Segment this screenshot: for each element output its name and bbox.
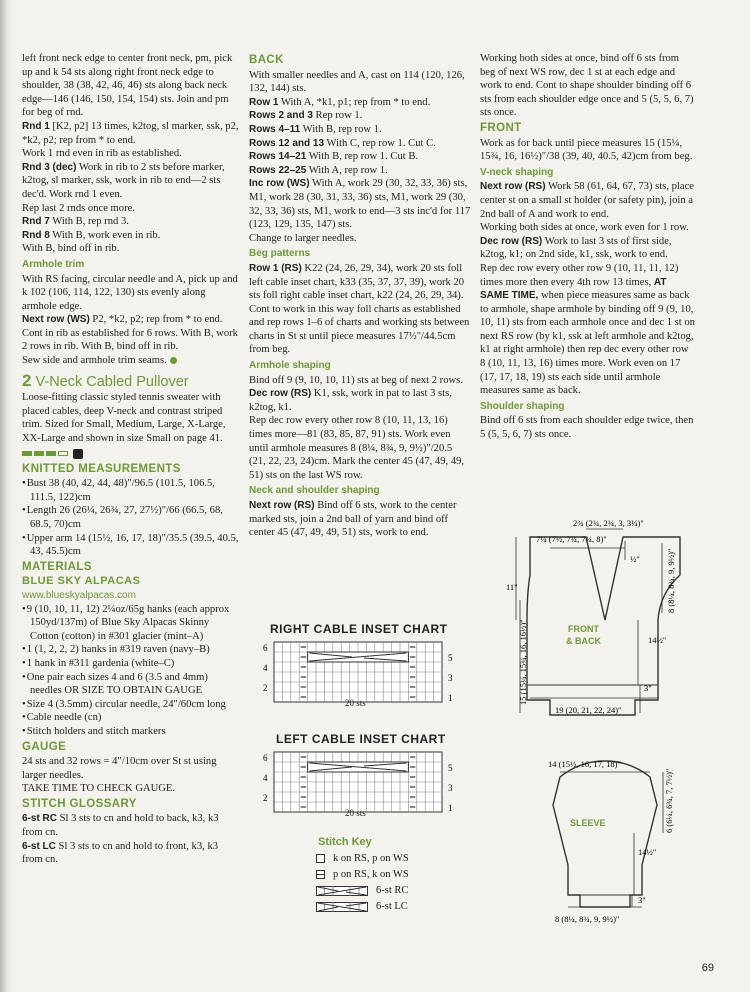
list-item: • 1 hank in #311 gardenia (white–C) (22, 657, 240, 671)
armhole-trim-text: With RS facing, circular needle and A, pick up and k 102 (106, 114, 122, 130) sts evenly along armhole edge. (22, 273, 238, 312)
rnd8-instruction: Rnd 8 With B, work even in rib. (22, 229, 161, 241)
skill-level-icon (22, 449, 240, 459)
row-label: 3 (448, 783, 453, 793)
key-label: k on RS, p on WS (333, 853, 409, 864)
gauge-check: TAKE TIME TO CHECK GAUGE. (22, 783, 176, 795)
dim-length: 15 (15¼, 15¾, 16, 16½)" (518, 619, 528, 705)
sponsor-url[interactable]: www.blueskyalpacas.com (22, 589, 136, 601)
row-instruction: Rows 2 and 3 Rep row 1. (249, 110, 363, 122)
list-item: • Cable needle (cn) (22, 711, 240, 725)
key-item-knit (316, 853, 409, 864)
column-2 (249, 52, 471, 540)
pattern-title: 2 V-Neck Cabled Pullover (22, 370, 189, 390)
sleeve-outline (553, 761, 657, 907)
col3-intro: Working both sides at once, bind off 6 sts from beg of next WS row, dec 1 st at each edge and work to end. Cont to shape shoulder binding off 6 sts from each shoulder edge once and 5 (5, 5, 6, 7) sts once. (480, 53, 694, 119)
knit-symbol-icon (316, 854, 325, 863)
row-instruction: Rows 14–21 With B, rep row 1. Cut B. (249, 151, 419, 163)
key-label: p on RS, k on WS (333, 869, 409, 880)
key-item-lc (316, 901, 408, 912)
row-instruction: Rows 4–11 With B, rep row 1. (249, 123, 382, 135)
right-cross-cable-icon (316, 886, 368, 896)
dec-continue: Rep dec row every other row 8 (10, 11, 13, 16) times more—81 (83, 85, 87, 91) sts. Work even until armhole measures 8 (8¼, 8¾, 9, 9½)"/20.5 (21, 22, 23, 24)cm. Mark the center 45 (47, 49, 49, 51) sts on the last WS row. (249, 415, 465, 481)
shoulder-shaping-heading: Shoulder shaping (480, 400, 565, 412)
front-back-outline (527, 537, 680, 715)
dim-width: 19 (20, 21, 22, 24)" (555, 705, 622, 715)
right-chart-width: 20 sts (345, 698, 366, 708)
beg-row-instruction: Row 1 (RS) K22 (24, 26, 29, 34), work 20 sts foll left cable inset chart, k33 (35, 37, 37, 39), work 20 sts foll right cable inset chart, k22 (24, 26, 29, 34). (249, 262, 465, 302)
row-label: 5 (448, 763, 453, 773)
row-instruction: Inc row (WS) With A, work 29 (30, 32, 33, 36) sts, M1, work 28 (30, 31, 33, 36) sts, M1, work 29 (30, 32, 33, 36) sts, M1, work to end—3 sts inc'd for 117 (123, 129, 135, 147) sts. (249, 178, 471, 231)
dim-trim: 3" (644, 683, 652, 693)
dim-cap: 6 (6¼, 6¾, 7, 7½)" (664, 768, 674, 833)
page-number: 69 (701, 962, 714, 974)
list-item: • Size 4 (3.5mm) circular needle, 24"/60cm long (22, 698, 240, 712)
left-chart-title: LEFT CABLE INSET CHART (276, 732, 446, 746)
front-dec-instruction: Dec row (RS) Work to last 3 sts of first side, k2tog, k1; on 2nd side, k1, ssk, work to end. (480, 235, 672, 261)
row-label: 4 (263, 773, 268, 783)
dim-armhole: 8 (8¼, 8¾, 9, 9½)" (666, 548, 676, 613)
back-intro: With smaller needles and A, cast on 114 (120, 126, 132, 144) sts. (249, 69, 465, 95)
glossary-heading: STITCH GLOSSARY (22, 797, 137, 810)
key-label: 6-st LC (376, 901, 408, 912)
left-cross-cable-icon (316, 902, 368, 912)
neck-shoulder-heading: Neck and shoulder shaping (249, 485, 380, 497)
vneck-both: Working both sides at once, work even for 1 row. (480, 222, 689, 234)
row-label: 1 (448, 803, 453, 813)
row-instruction: Rows 12 and 13 With C, rep row 1. Cut C. (249, 137, 436, 149)
dim-body: 14½" (648, 635, 667, 645)
column-1 (22, 52, 240, 867)
armhole-text: Bind off 9 (9, 10, 10, 11) sts at beg of next 2 rows. (249, 374, 463, 386)
neck-row-instruction: Next row (RS) Bind off 6 sts, work to the center marked sts, join a 2nd ball of yarn and bind off center 45 (47, 49, 49, 51) sts, work to end. (249, 500, 457, 539)
row-label: 2 (263, 793, 268, 803)
row-label: 6 (263, 753, 268, 763)
dim-neck-width: 7¼ (7½, 7¾, 7¾, 8)" (536, 534, 607, 544)
row-instruction: Row 1 With A, *k1, p1; rep from * to end. (249, 96, 431, 108)
armhole-shaping-heading: Armhole shaping (249, 360, 331, 372)
list-item: • Length 26 (26¼, 26¾, 27, 27½)"/66 (66.5, 68, 68.5, 70)cm (22, 504, 240, 531)
front-back-label: & BACK (566, 636, 601, 646)
sponsor-name: BLUE SKY ALPACAS (22, 575, 141, 588)
bindoff-text: With B, bind off in rib. (22, 243, 120, 255)
key-item-rc (316, 885, 408, 896)
row-label: 4 (263, 663, 268, 673)
materials-list (22, 603, 240, 739)
row-label: 5 (448, 653, 453, 663)
materials-heading: MATERIALS (22, 560, 92, 573)
gauge-text: 24 sts and 32 rows = 4"/10cm over St st using larger needles. (22, 756, 217, 781)
page-gutter-shadow (0, 0, 12, 992)
back-heading: BACK (249, 54, 284, 66)
beg-continue: Cont to work in this way foll charts as established and rep rows 1–6 of charts and working sts between charts in St st until piece measures 17½"/44.5cm from beg. (249, 303, 470, 356)
repeat-text: Rep last 2 rnds once more. (22, 202, 135, 214)
front-dec-repeat: Rep dec row every other row 9 (10, 11, 11, 12) times more then every 4th row 13 times, AT SAME TIME, when piece measures same as back to armhole, shape armhole by binding off 9 (9, 10, 10, 11) sts from each armhole once and dec 1 st on next RS row (by k1, ssk at left armhole and k2tog, k1 at right armhole) then rep dec every other row 8 (10, 11, 13, 16) times more. Work even on 17 (17, 17, 18, 19) sts each side until armhole measures same as back. (480, 262, 695, 397)
rnd3-instruction: Rnd 3 (dec) Work in rib to 2 sts before marker, k2tog, sl marker, ssk, work in rib to end—2 sts dec'd. Work rnd 1 even. (22, 161, 225, 200)
armhole-trim-heading: Armhole trim (22, 258, 85, 270)
vneck-row-instruction: Next row (RS) Work 58 (61, 64, 67, 73) sts, place center st on a small st holder (or safety pin), join a 2nd ball of A and work to end. (480, 181, 694, 220)
dim-cuff: 8 (8¼, 8¾, 9, 9½)" (555, 914, 620, 924)
list-item: • Stitch holders and stitch markers (22, 725, 240, 739)
dim-sleeve-length: 14½" (638, 847, 657, 857)
row-label: 2 (263, 683, 268, 693)
vneck-heading: V-neck shaping (480, 166, 554, 178)
list-item: • One pair each sizes 4 and 6 (3.5 and 4mm) needles OR SIZE TO OBTAIN GAUGE (22, 671, 240, 698)
row-label: 3 (448, 673, 453, 683)
right-chart-title: RIGHT CABLE INSET CHART (270, 622, 448, 636)
gauge-heading: GAUGE (22, 740, 67, 753)
key-label: 6-st RC (376, 885, 409, 896)
schematic-diagram (480, 515, 740, 955)
measurements-heading: KNITTED MEASUREMENTS (22, 462, 181, 475)
front-back-label: FRONT (568, 624, 599, 634)
sleeve-label: SLEEVE (570, 818, 606, 828)
list-item: • 1 (1, 2, 2, 2) hanks in #319 raven (navy–B) (22, 643, 240, 657)
stitch-key-title: Stitch Key (318, 836, 372, 848)
row-instruction: Rows 22–25 With A, rep row 1. (249, 164, 388, 176)
shoulder-text: Bind off 6 sts from each shoulder edge twice, then 5 (5, 5, 6, 7) sts once. (480, 415, 694, 441)
front-text: Work as for back until piece measures 15 (15¼, 15¾, 16, 16½)"/38 (39, 40, 40.5, 42)cm from beg. (480, 137, 693, 163)
dim-sleeve-top: 14 (15½, 16, 17, 18)" (548, 759, 621, 769)
row-label: 6 (263, 643, 268, 653)
dim-top-width: 2¾ (2¾, 2¾, 3, 3¼)" (573, 518, 644, 528)
column-3 (480, 52, 696, 442)
list-item: • Bust 38 (40, 42, 44, 48)"/96.5 (101.5, 106.5, 111.5, 122)cm (22, 477, 240, 504)
dim-neck-depth: 11" (506, 582, 518, 592)
end-marker-icon (170, 357, 177, 364)
left-chart-width: 20 sts (345, 808, 366, 818)
sew-text: Sew side and armhole trim seams. (22, 354, 240, 368)
pattern-description: Loose-fitting classic styled tennis sweater with placed cables, deep V-neck and contrast striped trim. Sized for Small, Medium, Large, X-Large, XX-Large and shown in size Small on page 41. (22, 392, 226, 445)
list-item: • 9 (10, 10, 11, 12) 2¼oz/65g hanks (each approx 150yd/137m) of Blue Sky Alpacas Skinny Cotton (cotton) in #301 glacier (mint–A) (22, 603, 240, 644)
dim-sleeve-trim: 3" (638, 895, 646, 905)
dec-row-instruction: Dec row (RS) K1, ssk, work in pat to last 3 sts, k2tog, k1. (249, 388, 452, 413)
next-row-instruction: Next row (WS) P2, *k2, p2; rep from * to end. Cont in rib as established for 6 rows. With B, work 2 rows in rib. With B, bind off in rib. (22, 314, 238, 353)
glossary-rc: 6-st RC Sl 3 sts to cn and hold to back, k3, k3 from cn. (22, 813, 219, 839)
rnd1-instruction: Rnd 1 [K2, p2] 13 times, k2tog, sl marker, ssk, p2, *k2, p2; rep from * to end. (22, 120, 239, 146)
front-heading: FRONT (480, 121, 522, 134)
beg-patterns-heading: Beg patterns (249, 248, 311, 260)
intro-text: left front neck edge to center front neck, pm, pick up and k 54 sts along right front neck edge to shoulder, 38 (38, 42, 46, 46) sts along back neck edge—146 (146, 150, 154, 154) sts. Join and pm for beg of rnd. (22, 53, 233, 119)
row-label: 1 (448, 693, 453, 703)
measurements-list (22, 477, 240, 559)
key-item-purl (316, 869, 409, 880)
glossary-lc: 6-st LC Sl 3 sts to cn and hold to front, k3, k3 from cn. (22, 840, 219, 866)
rnd7-instruction: Rnd 7 With B, rep rnd 3. (22, 216, 129, 228)
change-needles: Change to larger needles. (249, 232, 357, 244)
list-item: • Upper arm 14 (15½, 16, 17, 18)"/35.5 (39.5, 40.5, 43, 45.5)cm (22, 532, 240, 559)
purl-symbol-icon (316, 870, 325, 879)
work-even-text: Work 1 rnd even in rib as established. (22, 148, 182, 160)
dim-half: ½" (630, 554, 640, 564)
